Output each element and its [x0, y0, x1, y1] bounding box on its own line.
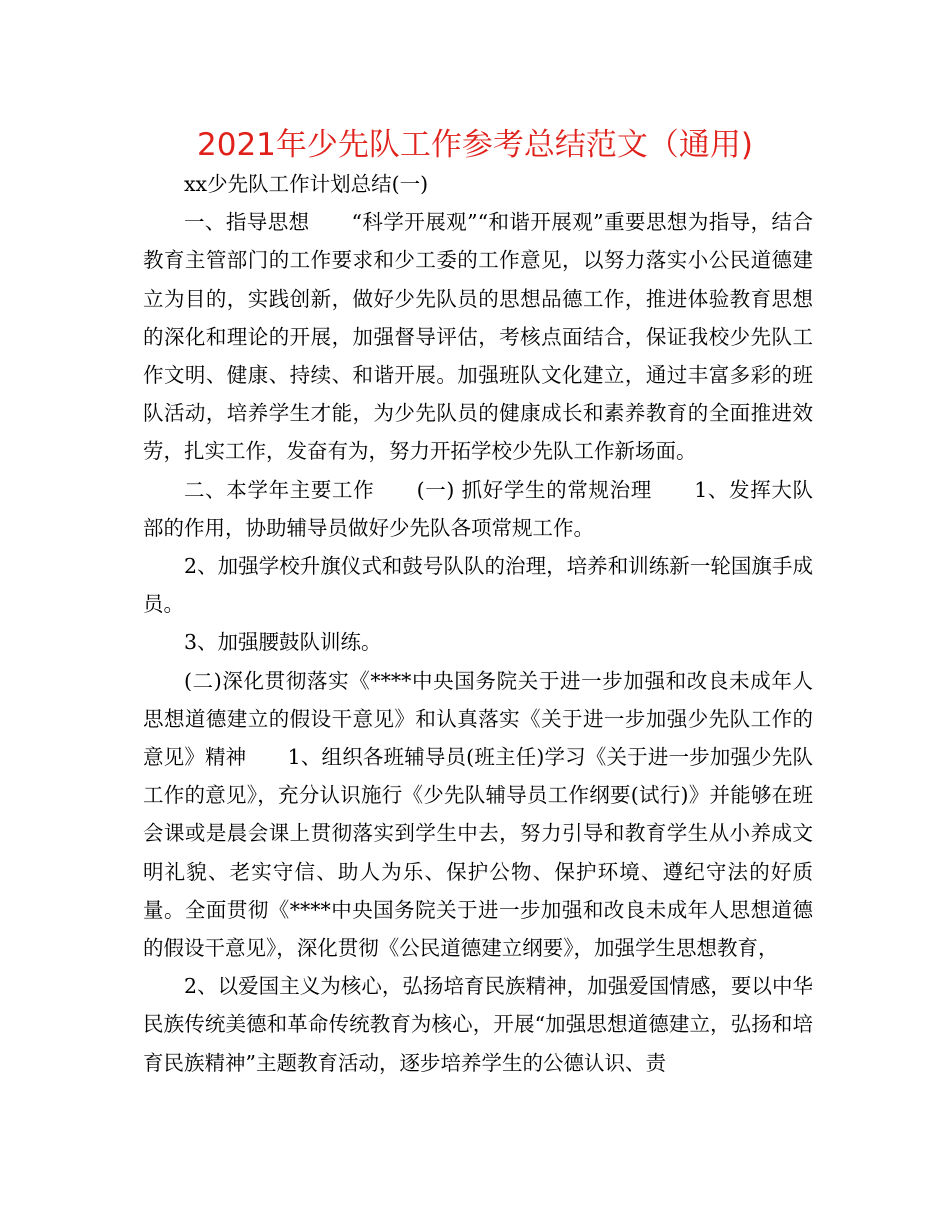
paragraph-waist-drum: 3、加强腰鼓队训练。 — [184, 630, 382, 655]
paragraph-flag-ceremony: 2、加强学校升旗仪式和鼓号队队的治理，培养和训练新一轮国旗手成员。 — [143, 554, 813, 617]
paragraph-implementation: (二)深化贯彻落实《****中央国务院关于进一步加强和改良未成年人思想道德建立的假设干意见》和认真落实《关于进一步加强少先队工作的意见》精神 1、组织各班辅导员(班主任)学习《关于进一步加强少先队工作的意见》，充分认识施行《少先队辅导员工作纲要(试行)》并能够在班会课或是晨会课上贯彻落实到学生中去，努力引导和教育学生从小养成文明礼貌、老实守信、助人为乐、保护公物、保护环境、遵纪守法的好质量。全面贯彻《****中央国务院关于进一步加强和改良未成年人思想道德的假设干意见》，深化贯彻《公民道德建立纲要》，加强学生思想教育， — [143, 668, 813, 961]
paragraph-main-work: 二、本学年主要工作 (一) 抓好学生的常规治理 1、发挥大队部的作用，协助辅导员做好少先队各项常规工作。 — [143, 477, 813, 540]
paragraph-patriotism: 2、以爱国主义为核心，弘扬培育民族精神，加强爱国情感，要以中华民族传统美德和革命传统教育为核心，开展“加强思想道德建立，弘扬和培育民族精神”主题教育活动，逐步培养学生的公德认识、责 — [143, 974, 813, 1075]
paragraph-guiding-ideology: 一、指导思想 “科学开展观”“和谐开展观”重要思想为指导，结合教育主管部门的工作要求和少工委的工作意见，以努力落实小公民道德建立为目的，实践创新，做好少先队员的思想品德工作，推进体验教育思想的深化和理论的开展，加强督导评估，考核点面结合，保证我校少先队工作文明、健康、持续、和谐开展。加强班队文化建立，通过丰富多彩的班队活动，培养学生才能，为少先队员的健康成长和素养教育的全面推进效劳，扎实工作，发奋有为，努力开拓学校少先队工作新场面。 — [143, 210, 813, 464]
document-title: 2021年少先队工作参考总结范文（通用) — [197, 127, 753, 163]
document-body — [143, 165, 813, 1082]
paragraph-subtitle: xx少先队工作计划总结(一) — [184, 172, 429, 196]
